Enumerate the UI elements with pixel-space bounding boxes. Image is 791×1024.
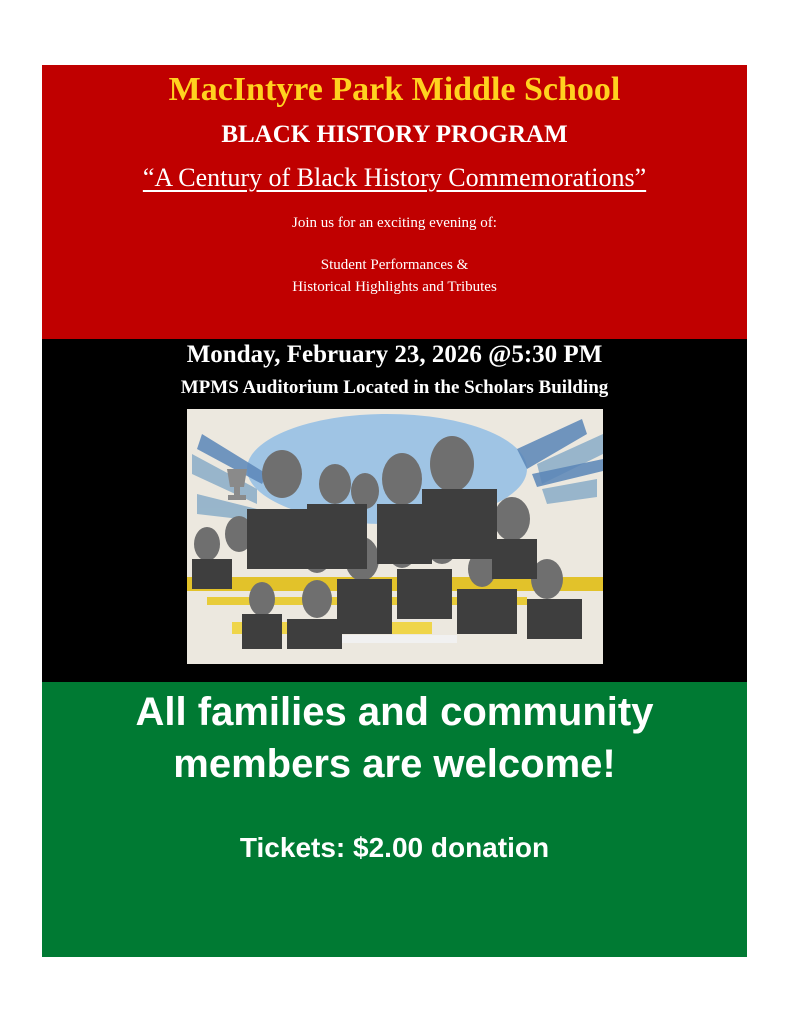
event-venue: MPMS Auditorium Located in the Scholars Building xyxy=(180,377,609,398)
footer-band xyxy=(42,682,747,957)
historical-figures-collage xyxy=(187,409,603,664)
event-date-time: Monday, February 23, 2026 @5:30 PM xyxy=(186,341,603,368)
header-band xyxy=(42,65,747,339)
program-title: BLACK HISTORY PROGRAM xyxy=(221,121,568,148)
event-band xyxy=(42,339,747,682)
program-theme: “A Century of Black History Commemorations” xyxy=(142,163,647,192)
school-name: MacIntyre Park Middle School xyxy=(168,71,621,108)
welcome-message xyxy=(42,686,747,790)
welcome-line-2: members are welcome! xyxy=(173,742,616,786)
invitation-text: Join us for an exciting evening of: xyxy=(292,215,497,231)
ticket-price: Tickets: $2.00 donation xyxy=(239,832,550,863)
program-highlights xyxy=(42,254,747,298)
highlight-line-2: Historical Highlights and Tributes xyxy=(292,279,497,295)
highlight-line-1: Student Performances & xyxy=(320,257,469,273)
welcome-line-1: All families and community xyxy=(135,690,654,734)
